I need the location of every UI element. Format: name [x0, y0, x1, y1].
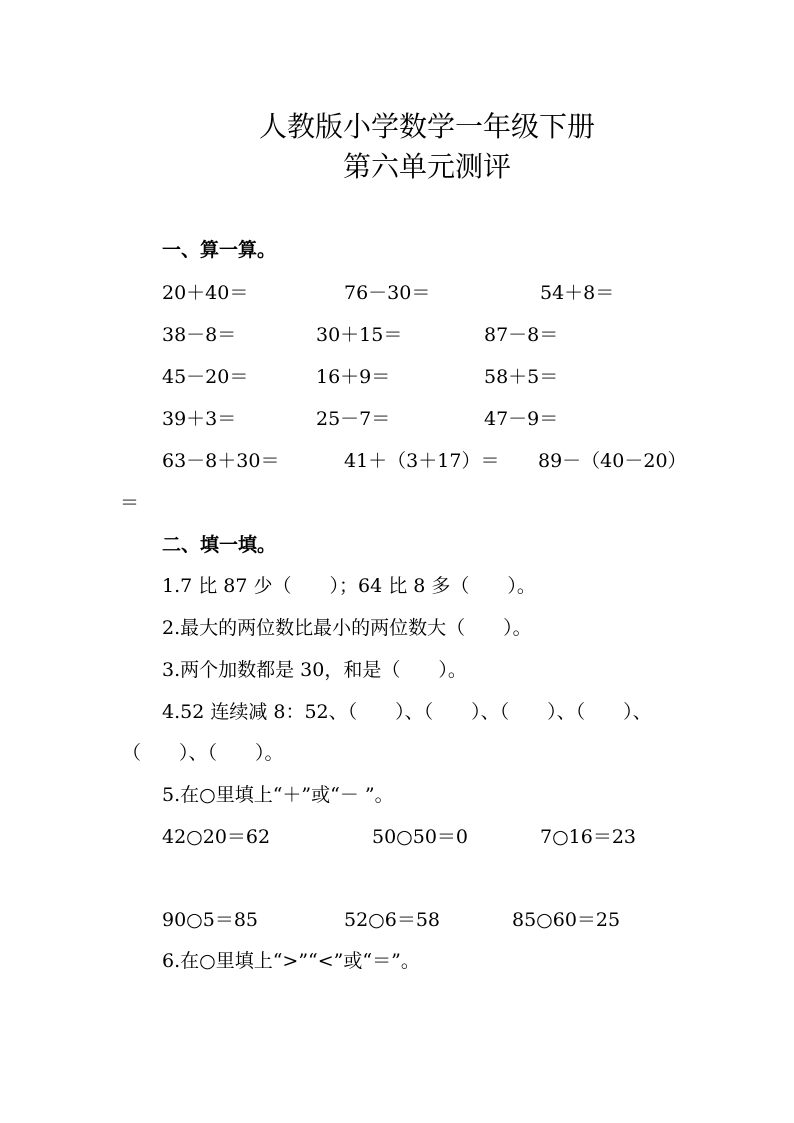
- question-2: 2.最大的两位数比最小的两位数大（ ）。: [162, 617, 532, 639]
- calc-item: 76－30＝: [344, 282, 431, 304]
- compare-item: 52○6＝58: [344, 909, 441, 931]
- calc-item: 89－（40－20）: [538, 450, 687, 472]
- calc-item-wrap: ＝: [120, 492, 140, 514]
- calc-item: 63－8＋30＝: [162, 450, 280, 472]
- calc-item: 38－8＝: [162, 324, 237, 346]
- calc-item: 20＋40＝: [162, 282, 249, 304]
- question-5: 5.在○里填上“＋”或“－ ”。: [162, 784, 394, 806]
- document-title: 人教版小学数学一年级下册: [258, 110, 595, 143]
- question-1: 1.7 比 87 少（ ）；64 比 8 多（ ）。: [162, 575, 536, 597]
- compare-item: 7○16＝23: [540, 826, 637, 848]
- calc-item: 54＋8＝: [540, 282, 615, 304]
- calc-item: 25－7＝: [316, 408, 391, 430]
- compare-item: 42○20＝62: [162, 826, 271, 848]
- question-6: 6.在○里填上“>”“<”或“＝”。: [162, 950, 420, 972]
- calc-item: 47－9＝: [484, 408, 559, 430]
- question-4-continued: （ ）、（ ）。: [122, 742, 284, 764]
- calc-item: 58＋5＝: [484, 366, 559, 388]
- calc-item: 16＋9＝: [316, 366, 391, 388]
- calc-item: 30＋15＝: [316, 324, 403, 346]
- calc-item: 39＋3＝: [162, 408, 237, 430]
- calc-item: 41＋（3＋17）＝: [344, 450, 500, 472]
- compare-item: 90○5＝85: [162, 909, 259, 931]
- question-4: 4.52 连续减 8：52、（ ）、（ ）、（ ）、（ ）、: [162, 701, 652, 723]
- calc-item: 87－8＝: [484, 324, 559, 346]
- compare-item: 85○60＝25: [512, 909, 621, 931]
- calc-item: 45－20＝: [162, 366, 249, 388]
- question-3: 3.两个加数都是 30，和是（ ）。: [162, 659, 467, 681]
- compare-item: 50○50＝0: [372, 826, 469, 848]
- section-1-heading: 一、算一算。: [162, 239, 277, 261]
- document-subtitle: 第六单元测评: [342, 150, 511, 183]
- section-2-heading: 二、填一填。: [162, 534, 277, 556]
